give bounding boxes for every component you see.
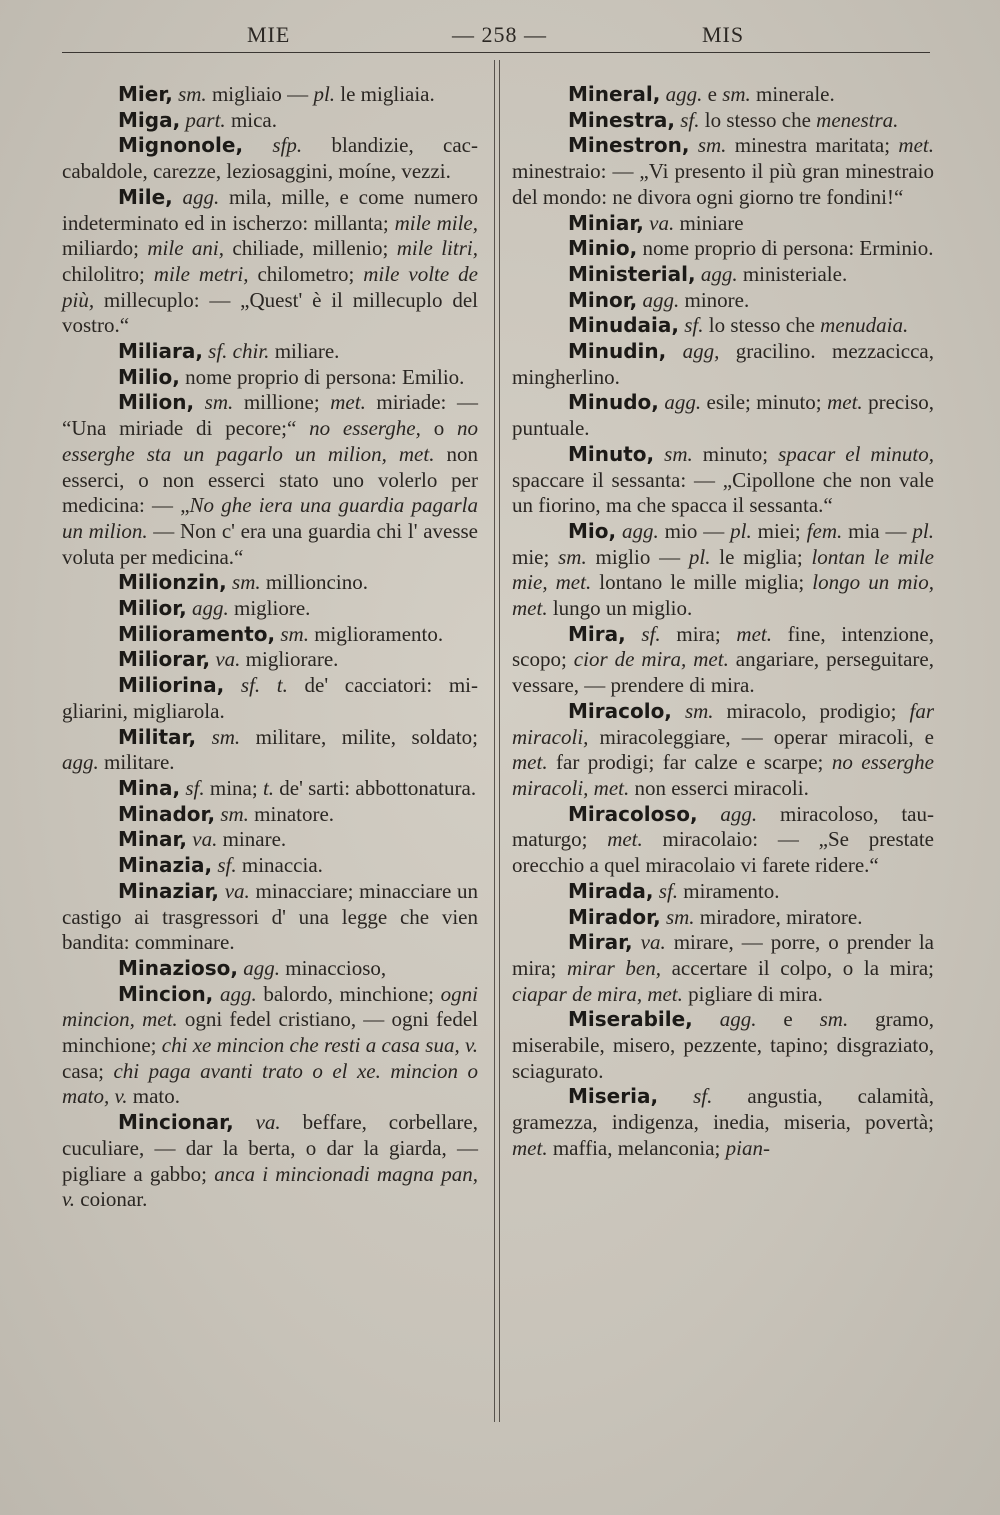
entry-text: minacciare; minacciare un castigo ai trasgressori d' una legge che vien bandita: comminare.	[62, 878, 478, 955]
entry-headword: Milionzin,	[118, 570, 227, 595]
entry-italic-text: ciapar de mira, met.	[512, 981, 683, 1006]
entry-italic-text: pl.	[912, 518, 935, 543]
dictionary-entry	[62, 1110, 478, 1213]
entry-text	[666, 339, 682, 363]
entry-text: minare.	[217, 827, 287, 852]
entry-text: coionar.	[75, 1187, 148, 1212]
entry-text: migliore.	[228, 596, 311, 621]
entry-text	[693, 1007, 720, 1031]
dictionary-entry	[62, 390, 478, 570]
entry-italic-text: va.	[192, 827, 218, 852]
dictionary-entry	[62, 725, 478, 776]
entry-text: nome proprio di persona: Emilio.	[179, 364, 465, 389]
dictionary-entry	[62, 956, 478, 982]
dictionary-entry	[512, 339, 934, 390]
entry-text	[698, 802, 721, 826]
entry-headword: Miracolo,	[568, 698, 672, 723]
entry-italic-text: agg.	[664, 390, 702, 415]
entry-italic-text: agg,	[682, 339, 720, 364]
entry-headword: Mira,	[568, 621, 626, 646]
entry-italic-text: sfp.	[272, 133, 303, 158]
entry-text: e	[756, 1007, 820, 1032]
entry-text: lo stesso che	[699, 107, 817, 132]
entry-text: miglio —	[586, 544, 689, 569]
entry-italic-text: chi paga avanti trato o el xe. mincion o mato, v.	[62, 1058, 478, 1109]
entry-italic-text: agg.	[182, 184, 220, 209]
entry-headword: Milioramento,	[118, 621, 276, 646]
dictionary-entry	[62, 802, 478, 828]
entry-text: migliaio —	[206, 82, 314, 106]
entry-italic-text: sm.	[204, 390, 234, 415]
entry-italic-text: menudaia.	[820, 313, 909, 338]
column-divider	[494, 60, 495, 1422]
entry-text	[234, 1110, 256, 1134]
entry-italic-text: va.	[255, 1110, 281, 1135]
entry-headword: Minaziar,	[118, 878, 220, 903]
entry-text: miradore, miratore.	[694, 904, 863, 929]
entry-headword: Miniar,	[568, 210, 644, 235]
entry-text: miracoleggiare, — operar miracoli, e	[588, 724, 934, 749]
entry-headword: Minor,	[568, 287, 638, 312]
entry-text: non esserci, o non esserci stato uno volerlo per medicina: — „	[62, 441, 478, 518]
entry-text: mie;	[512, 544, 559, 569]
dictionary-entry	[62, 647, 478, 673]
entry-text: mila, mille, e come numero indeterminato ed in ischerzo: millanta;	[62, 184, 479, 235]
entry-italic-text: pl.	[313, 82, 336, 106]
entry-headword: Mier,	[118, 82, 173, 106]
entry-italic-text: t.	[262, 775, 275, 800]
dictionary-entry	[62, 853, 478, 879]
running-head-left: MIE	[247, 22, 291, 47]
entry-italic-text: met.	[607, 827, 643, 852]
entry-text: casa;	[62, 1058, 114, 1083]
entry-text: ministeriale.	[737, 261, 848, 286]
dictionary-entry	[512, 622, 934, 699]
entry-headword: Mirada,	[568, 878, 654, 903]
dictionary-entry	[512, 108, 934, 134]
entry-headword: Minuto,	[568, 441, 655, 466]
entry-headword: Miseria,	[568, 1084, 659, 1109]
dictionary-entry	[512, 313, 934, 339]
dictionary-entry	[512, 82, 934, 108]
entry-text: le migliaia.	[335, 82, 435, 106]
entry-text: — Non c' era una guardia chi l' avesse voluta per medicina.“	[62, 518, 479, 569]
entry-text: le miglia;	[710, 544, 812, 569]
entry-text: accertare il colpo, o la mira;	[660, 955, 934, 980]
entry-text: preciso, puntuale.	[512, 390, 935, 441]
entry-italic-text: sm.	[558, 544, 587, 569]
entry-text: miracoloso, taumaturgo;	[512, 801, 935, 852]
dictionary-entry	[62, 133, 478, 184]
entry-text: far prodigi; far calze e scarpe;	[547, 750, 832, 775]
entry-text: millione;	[233, 390, 331, 415]
dictionary-entry	[512, 879, 934, 905]
entry-text: millecuplo: — „Quest' è il millecuplo del vostro.“	[62, 287, 478, 338]
entry-headword: Minudin,	[568, 339, 667, 364]
entry-headword: Mirador,	[568, 904, 661, 929]
entry-italic-text: va.	[224, 878, 250, 903]
dictionary-entry	[62, 185, 478, 339]
entry-italic-text: sf.	[185, 775, 205, 800]
dictionary-entry	[512, 236, 934, 262]
entry-text: gracilino. mezzacicca, mingherlino.	[512, 339, 934, 389]
entry-italic-text: pian-	[725, 1135, 770, 1160]
entry-italic-text: mile litri,	[396, 236, 478, 261]
running-head-right: MIS	[702, 22, 745, 47]
entry-italic-text: mile ani,	[147, 236, 224, 261]
entry-headword: Militar,	[118, 724, 197, 749]
entry-text	[196, 725, 212, 749]
dictionary-entry	[512, 288, 934, 314]
dictionary-entry	[62, 596, 478, 622]
entry-italic-text: no esserghe miracoli, met.	[512, 750, 935, 800]
dictionary-entry	[62, 879, 478, 956]
dictionary-entry	[512, 519, 934, 622]
entry-text: migliorare.	[240, 647, 339, 672]
header-rule	[62, 52, 930, 53]
entry-italic-text: agg.	[219, 981, 257, 1006]
entry-headword: Mio,	[568, 518, 617, 543]
entry-headword: Miliara,	[118, 339, 203, 364]
entry-headword: Mincionar,	[118, 1110, 234, 1135]
page-number: — 258 —	[452, 22, 547, 47]
entry-italic-text: lontan le mile mie, met.	[512, 544, 934, 595]
entry-italic-text: no esserghe,	[309, 416, 421, 441]
entry-headword: Minar,	[118, 827, 188, 852]
entry-italic-text: agg.	[719, 1007, 757, 1032]
entry-italic-text: agg.	[642, 287, 680, 312]
entry-text: millioncino.	[260, 570, 368, 595]
dictionary-entry	[62, 570, 478, 596]
entry-italic-text: met.	[512, 1135, 548, 1160]
entry-text: militare.	[98, 750, 175, 775]
dictionary-entry	[512, 905, 934, 931]
entry-text: minuto;	[692, 441, 779, 466]
entry-headword: Mirar,	[568, 930, 633, 955]
entry-text: lungo un miglio.	[547, 596, 693, 621]
dictionary-entry	[62, 982, 478, 1111]
entry-headword: Milio,	[118, 364, 180, 389]
dictionary-entry	[512, 802, 934, 879]
entry-italic-text: ogni mincion, met.	[62, 981, 478, 1032]
dictionary-entry	[512, 1084, 934, 1161]
entry-headword: Minazioso,	[118, 955, 238, 980]
entry-italic-text: mile metri,	[153, 261, 249, 286]
entry-italic-text: sf.	[680, 107, 700, 132]
entry-italic-text: met.	[736, 621, 772, 646]
entry-text: militare, milite, soldato;	[240, 724, 478, 749]
dictionary-entry	[62, 827, 478, 853]
entry-italic-text: longo un mio, met.	[512, 570, 934, 621]
entry-text: mirare, — porre, o prender la mira;	[512, 930, 934, 980]
entry-italic-text: met.	[330, 390, 366, 415]
entry-headword: Minio,	[568, 236, 638, 261]
entry-italic-text: part.	[185, 107, 226, 132]
entry-text: minaccioso,	[279, 955, 387, 980]
entry-italic-text: sf.	[693, 1084, 713, 1109]
entry-italic-text: va.	[640, 930, 666, 955]
entry-text: mio —	[658, 518, 731, 543]
entry-text: de' sarti: abbottonatura.	[274, 775, 477, 800]
entry-headword: Milior,	[118, 596, 187, 621]
entry-italic-text: sm.	[684, 698, 714, 723]
column-divider	[499, 60, 500, 1422]
entry-text: o	[420, 416, 458, 441]
right-column	[512, 82, 934, 1162]
entry-text: miglioramento.	[308, 621, 444, 646]
entry-italic-text: pl.	[688, 544, 711, 569]
entry-italic-text: sm.	[664, 441, 693, 466]
entry-text: balordo, minchione;	[256, 981, 441, 1006]
entry-headword: Minazia,	[118, 853, 213, 878]
entry-text: miriade: — “Una miriade di pecore;“	[62, 390, 478, 441]
entry-text: mato.	[127, 1084, 181, 1109]
entry-text	[243, 133, 272, 157]
dictionary-entry	[62, 776, 478, 802]
entry-headword: Mineral,	[568, 82, 661, 106]
entry-text: nome proprio di persona: Erminio.	[637, 236, 934, 261]
entry-text	[689, 133, 697, 157]
entry-headword: Miga,	[118, 107, 181, 132]
entry-text: maffia, melanconia;	[547, 1135, 726, 1160]
entry-italic-text: sf.	[217, 853, 237, 878]
entry-text	[173, 185, 183, 209]
left-column	[62, 82, 478, 1213]
entry-headword: Miserabile,	[568, 1007, 693, 1032]
entry-text	[194, 390, 205, 414]
running-head	[62, 20, 930, 52]
entry-text	[213, 982, 220, 1006]
dictionary-entry	[512, 930, 934, 1007]
entry-text	[672, 699, 685, 723]
entry-headword: Minador,	[118, 801, 216, 826]
dictionary-entry	[512, 133, 934, 210]
entry-italic-text: sm.	[819, 1007, 849, 1032]
entry-italic-text: fem.	[806, 518, 843, 543]
entry-headword: Mignonole,	[118, 133, 244, 158]
entry-text: miracolaio: — „Se prestate orecchio a quel miracolaio vi farete ridere.“	[512, 827, 934, 878]
entry-italic-text: pl.	[730, 518, 752, 543]
dictionary-entry	[62, 108, 478, 134]
entry-italic-text: met.	[898, 133, 934, 158]
entry-text	[633, 930, 641, 954]
entry-text: pigliare di mira.	[682, 981, 823, 1006]
entry-text: fine, intenzione, scopo;	[512, 621, 934, 672]
entry-headword: Mina,	[118, 775, 181, 800]
entry-text	[658, 1084, 693, 1108]
entry-italic-text: sm.	[280, 621, 309, 646]
entry-italic-text: menestra.	[816, 107, 899, 132]
entry-italic-text: spacar el minuto,	[778, 441, 935, 466]
dictionary-entry	[62, 339, 478, 365]
entry-text	[224, 673, 241, 697]
entry-text	[626, 622, 642, 646]
entry-italic-text: agg.	[622, 518, 659, 543]
dictionary-entry	[512, 211, 934, 237]
entry-text: minaccia.	[236, 853, 323, 878]
entry-text: angariare, perseguitare, vessare, — prendere di mira.	[512, 647, 934, 698]
entry-text: mira;	[660, 621, 737, 646]
dictionary-entry	[62, 82, 478, 108]
entry-text: e	[702, 82, 723, 106]
entry-headword: Miracoloso,	[568, 801, 698, 826]
entry-text: blandizie, caccabaldole, carezze, leziosaggini, moíne, vezzi.	[62, 133, 478, 184]
entry-text: minestra maritata;	[726, 133, 899, 158]
entry-italic-text: sm.	[211, 724, 241, 749]
entry-text: spaccare il sessanta: — „Cipollone che non vale un fiorino, ma che spacca il sessanta.“	[512, 467, 934, 518]
entry-text: de' cacciatori: migliarini, migliarola.	[62, 673, 479, 723]
entry-headword: Minudaia,	[568, 313, 679, 338]
entry-text: esile; minuto;	[701, 390, 828, 415]
entry-italic-text: anca i mincionadi magna pan, v.	[62, 1161, 478, 1212]
entry-text: miliare.	[269, 339, 340, 364]
entry-italic-text: agg.	[191, 596, 229, 621]
entry-italic-text: sm.	[665, 904, 695, 929]
dictionary-entry	[62, 673, 478, 724]
entry-italic-text: sm.	[722, 82, 751, 106]
entry-headword: Minudo,	[568, 390, 659, 415]
entry-text: miramento.	[678, 878, 780, 903]
entry-text: mia —	[842, 518, 913, 543]
entry-italic-text: sf.	[641, 621, 661, 646]
entry-italic-text: mile volte de più,	[62, 261, 478, 312]
entry-text: miei;	[751, 518, 807, 543]
entry-text: mina;	[204, 775, 263, 800]
entry-text: minestraio: — „Vi presento il più gran minestraio del mondo: ne divora ogni giorno tre fondini!“	[512, 159, 934, 209]
entry-italic-text: agg.	[62, 750, 99, 775]
dictionary-entry	[62, 622, 478, 648]
entry-text: lontano le mille miglia;	[591, 570, 813, 595]
entry-headword: Mincion,	[118, 981, 214, 1006]
dictionary-entry	[62, 365, 478, 391]
entry-text: mica.	[225, 107, 277, 132]
entry-italic-text: met.	[512, 750, 548, 775]
dictionary-entry	[512, 1007, 934, 1084]
entry-italic-text: agg.	[665, 82, 703, 106]
entry-italic-text: sf. t.	[240, 673, 288, 698]
entry-headword: Milion,	[118, 390, 195, 415]
entry-headword: Mile,	[118, 184, 173, 209]
entry-text: angustia, calamità, gramezza, indigenza, inedia, miseria, povertà;	[512, 1084, 934, 1135]
entry-italic-text: No ghe iera una guardia pagarla un milion.	[62, 493, 478, 543]
entry-text: miniare	[674, 210, 744, 235]
entry-italic-text: far miracoli,	[512, 698, 935, 749]
entry-headword: Ministerial,	[568, 261, 696, 286]
entry-italic-text: sm.	[178, 82, 207, 106]
entry-text: miliardo;	[62, 236, 148, 261]
entry-italic-text: no esserghe sta un pagarlo un milion, met.	[62, 416, 479, 466]
entry-text: chilolitro;	[62, 261, 154, 286]
entry-text: minerale.	[750, 82, 835, 106]
dictionary-entry	[512, 442, 934, 519]
entry-italic-text: va.	[215, 647, 241, 672]
entry-headword: Miliorina,	[118, 673, 225, 698]
entry-italic-text: met.	[827, 390, 863, 415]
entry-italic-text: agg.	[243, 955, 280, 980]
entry-text: chilometro;	[248, 261, 364, 286]
entry-italic-text: chi xe mincion che resti a casa sua, v.	[161, 1033, 479, 1058]
entry-text	[654, 442, 664, 466]
entry-italic-text: sm.	[232, 570, 261, 595]
entry-italic-text: sf.	[658, 878, 679, 903]
entry-italic-text: sm.	[697, 133, 727, 158]
entry-headword: Minestra,	[568, 107, 675, 132]
entry-italic-text: cior de mira, met.	[573, 647, 729, 672]
entry-text: ogni fedel cristiano, — ogni fedel minchione;	[62, 1007, 478, 1058]
entry-text: chiliade, millenio;	[224, 236, 397, 261]
entry-text: minatore.	[248, 801, 335, 826]
entry-italic-text: sf.	[684, 313, 704, 338]
entry-text: gramo, miserabile, misero, pezzente, tapino; disgraziato, sciagurato.	[512, 1007, 935, 1083]
entry-headword: Miliorar,	[118, 647, 211, 672]
entry-text: miracolo, prodigio;	[713, 698, 910, 723]
entry-italic-text: va.	[649, 210, 675, 235]
entry-headword: Minestron,	[568, 133, 690, 158]
entry-text: minore.	[679, 287, 750, 312]
entry-italic-text: sm.	[220, 801, 249, 826]
entry-italic-text: agg.	[700, 261, 738, 286]
dictionary-entry	[512, 699, 934, 802]
entry-text: lo stesso che	[703, 313, 821, 338]
dictionary-entry	[512, 262, 934, 288]
entry-italic-text: mile mile,	[394, 210, 479, 235]
dictionary-entry	[512, 390, 934, 441]
entry-italic-text: sf. chir.	[208, 339, 270, 364]
entry-text: non esserci miracoli.	[629, 775, 809, 800]
entry-text: beffare, corbellare, cuculiare, — dar la berta, o dar la giarda, — pigliare a gabbo;	[62, 1110, 478, 1186]
entry-italic-text: mirar ben,	[566, 955, 661, 980]
entry-italic-text: agg.	[720, 801, 758, 826]
